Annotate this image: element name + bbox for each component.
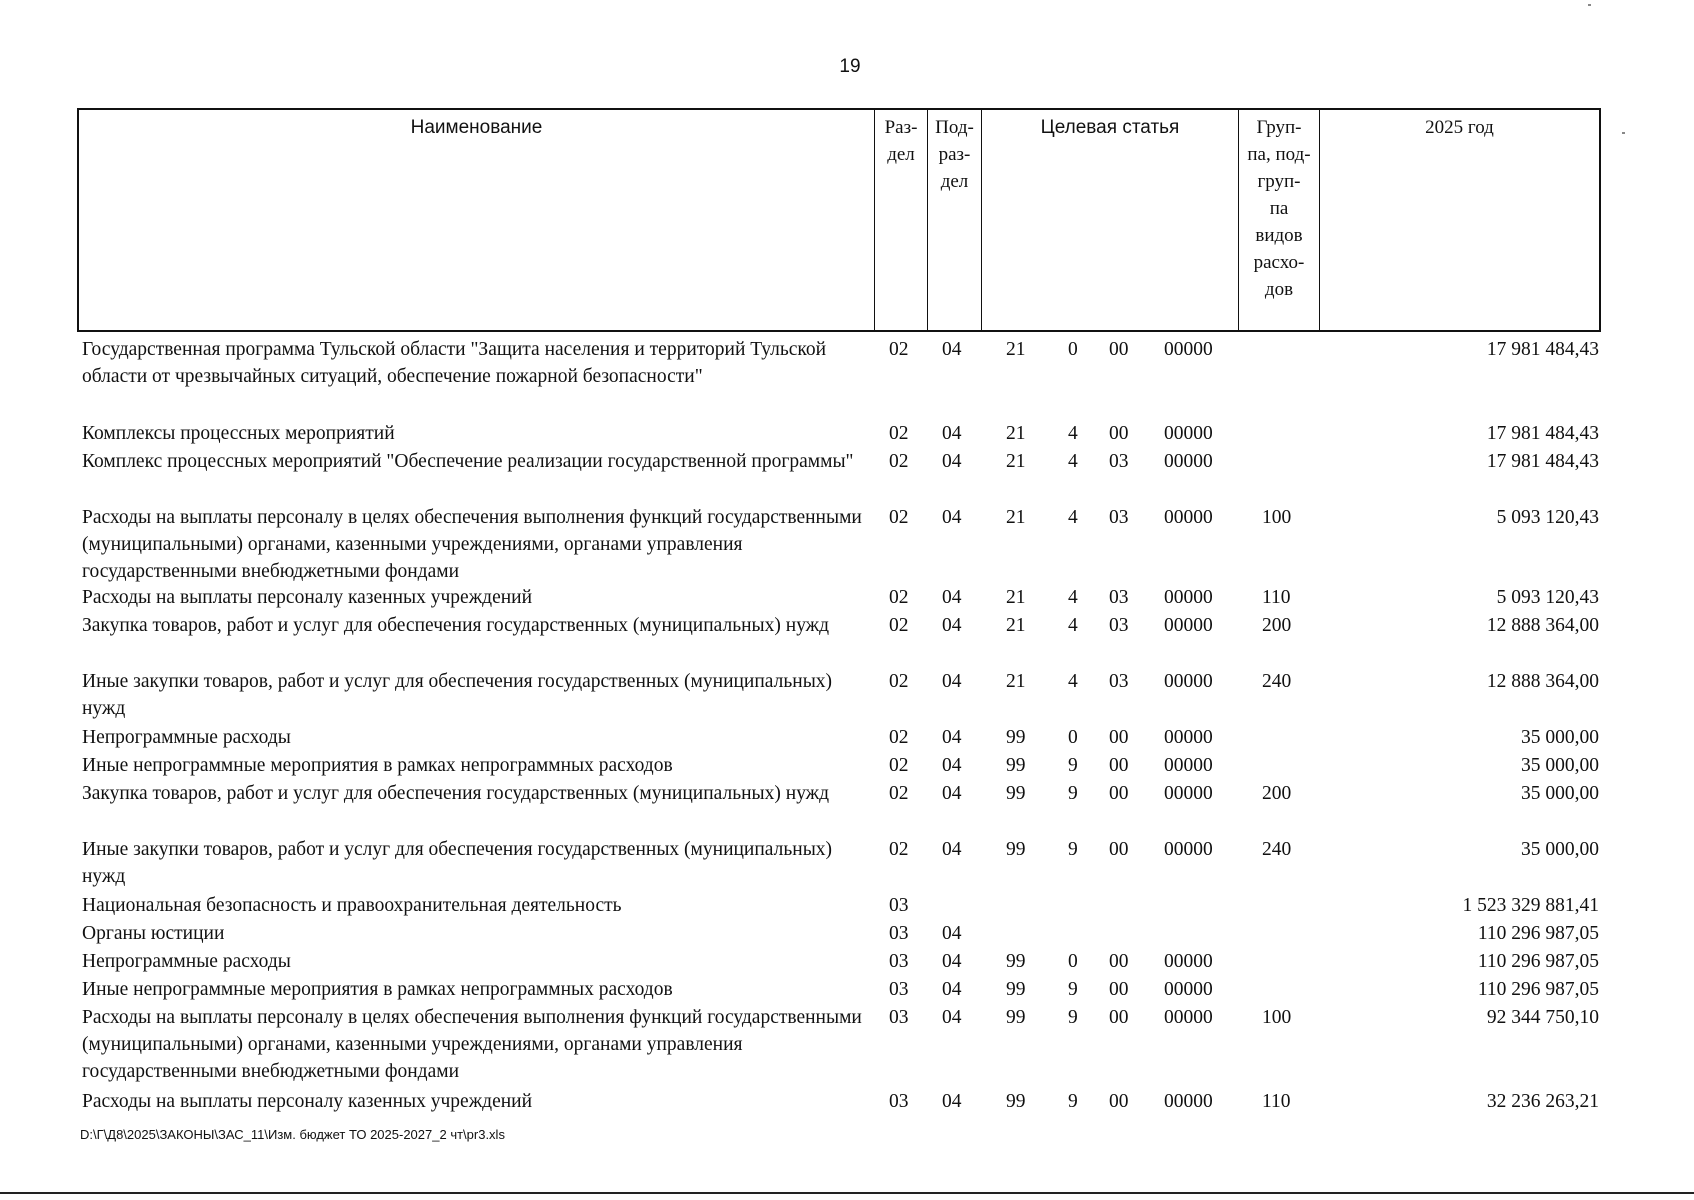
cell-target-direction: 00000: [1164, 339, 1213, 360]
cell-target-direction: 00000: [1164, 615, 1213, 636]
cell-amount: 12 888 364,00: [1486, 615, 1599, 636]
cell-name: Расходы на выплаты персоналу казенных учреждений: [82, 1091, 533, 1112]
cell-target-event: 00: [1109, 423, 1129, 444]
cell-name: Расходы на выплаты персоналу в целях обеспечения выполнения функций государственными (муниципальными) органами, казенными учреждениями, органами управления государственными внебюджетными фондами: [82, 1007, 862, 1082]
cell-group: 200: [1262, 783, 1292, 804]
cell-target-direction: 00000: [1164, 727, 1213, 748]
cell-razdel: 02: [889, 507, 909, 528]
cell-podrazdel: 04: [942, 587, 962, 608]
cell-amount: 92 344 750,10: [1486, 1007, 1599, 1028]
cell-razdel: 02: [889, 339, 909, 360]
cell-target-event: 00: [1109, 839, 1129, 860]
cell-target-event: 00: [1109, 1007, 1129, 1028]
cell-target-program: 99: [1006, 1007, 1026, 1028]
cell-target-direction: 00000: [1164, 1091, 1213, 1112]
cell-target-subprogram: 4: [1068, 507, 1078, 528]
cell-razdel: 03: [889, 979, 909, 1000]
cell-razdel: 03: [889, 951, 909, 972]
cell-group: 200: [1262, 615, 1292, 636]
cell-target-subprogram: 4: [1068, 671, 1078, 692]
cell-podrazdel: 04: [942, 951, 962, 972]
cell-name: Непрограммные расходы: [82, 951, 291, 972]
header-group: [1238, 110, 1319, 330]
cell-target-program: 99: [1006, 839, 1026, 860]
cell-group: 100: [1262, 507, 1292, 528]
cell-target-event: 00: [1109, 1091, 1129, 1112]
cell-target-program: 99: [1006, 783, 1026, 804]
header-group-line: Груп-: [1256, 117, 1302, 138]
cell-target-subprogram: 0: [1068, 339, 1078, 360]
cell-name: Непрограммные расходы: [82, 727, 291, 748]
cell-target-direction: 00000: [1164, 587, 1213, 608]
cell-razdel: 03: [889, 923, 909, 944]
cell-amount: 17 981 484,43: [1486, 451, 1599, 472]
cell-podrazdel: 04: [942, 339, 962, 360]
cell-target-program: 21: [1006, 587, 1026, 608]
cell-target-subprogram: 9: [1068, 1091, 1078, 1112]
cell-target-direction: 00000: [1164, 507, 1213, 528]
cell-razdel: 02: [889, 451, 909, 472]
cell-amount: 17 981 484,43: [1486, 339, 1599, 360]
cell-target-subprogram: 4: [1068, 587, 1078, 608]
cell-target-subprogram: 9: [1068, 783, 1078, 804]
cell-target-event: 00: [1109, 755, 1129, 776]
cell-target-program: 21: [1006, 339, 1026, 360]
page-number: 19: [839, 56, 861, 77]
header-group-line: па, под-: [1247, 144, 1311, 165]
header-razdel: [874, 110, 927, 330]
cell-razdel: 02: [889, 423, 909, 444]
cell-target-subprogram: 0: [1068, 951, 1078, 972]
cell-target-event: 03: [1109, 507, 1129, 528]
cell-name: Закупка товаров, работ и услуг для обеспечения государственных (муниципальных) нужд: [82, 783, 830, 804]
cell-podrazdel: 04: [942, 671, 962, 692]
header-razdel-line: Раз-: [884, 117, 918, 138]
cell-target-program: 21: [1006, 615, 1026, 636]
cell-name: Иные закупки товаров, работ и услуг для обеспечения государственных (муниципальных) нужд: [82, 839, 833, 887]
cell-target-program: 99: [1006, 1091, 1026, 1112]
cell-target-event: 00: [1109, 979, 1129, 1000]
cell-target-direction: 00000: [1164, 1007, 1213, 1028]
cell-razdel: 03: [889, 1091, 909, 1112]
cell-amount: 5 093 120,43: [1496, 507, 1599, 528]
cell-target-program: 21: [1006, 451, 1026, 472]
cell-target-event: 00: [1109, 339, 1129, 360]
cell-target-event: 00: [1109, 783, 1129, 804]
cell-group: 240: [1262, 839, 1292, 860]
cell-group: 100: [1262, 1007, 1292, 1028]
cell-podrazdel: 04: [942, 783, 962, 804]
cell-name: Комплексы процессных мероприятий: [82, 423, 395, 444]
cell-target-event: 03: [1109, 671, 1129, 692]
header-razdel-line: дел: [887, 144, 915, 165]
cell-razdel: 02: [889, 839, 909, 860]
cell-amount: 1 523 329 881,41: [1462, 895, 1599, 916]
cell-target-event: 03: [1109, 451, 1129, 472]
header-group-line: груп-: [1257, 171, 1301, 192]
cell-razdel: 02: [889, 615, 909, 636]
cell-name: Закупка товаров, работ и услуг для обеспечения государственных (муниципальных) нужд: [82, 615, 830, 636]
cell-target-event: 00: [1109, 951, 1129, 972]
header-name: Наименование: [410, 117, 543, 138]
cell-razdel: 02: [889, 671, 909, 692]
cell-razdel: 03: [889, 1007, 909, 1028]
cell-target-subprogram: 9: [1068, 979, 1078, 1000]
header-podrazdel-line: дел: [940, 171, 969, 192]
file-path-footer: D:\Г\Д8\2025\ЗАКОНЫ\ЗАС_11\Изм. бюджет ТО 2025-2027_2 чт\pr3.xls: [80, 1127, 505, 1142]
cell-podrazdel: 04: [942, 451, 962, 472]
cell-name: Иные непрограммные мероприятия в рамках непрограммных расходов: [82, 755, 673, 776]
cell-podrazdel: 04: [942, 1007, 962, 1028]
cell-amount: 110 296 987,05: [1477, 951, 1599, 972]
cell-target-program: 99: [1006, 951, 1026, 972]
cell-razdel: 02: [889, 727, 909, 748]
cell-target-subprogram: 9: [1068, 839, 1078, 860]
cell-name: Расходы на выплаты персоналу в целях обеспечения выполнения функций государственными (муниципальными) органами, казенными учреждениями, органами управления государственными внебюджетными фондами: [82, 507, 862, 582]
scan-mark: [1622, 132, 1625, 134]
cell-target-direction: 00000: [1164, 451, 1213, 472]
cell-name: Расходы на выплаты персоналу казенных учреждений: [82, 587, 533, 608]
cell-amount: 110 296 987,05: [1477, 923, 1599, 944]
header-podrazdel-line: раз-: [938, 144, 971, 165]
cell-razdel: 02: [889, 783, 909, 804]
cell-name: Иные непрограммные мероприятия в рамках непрограммных расходов: [82, 979, 673, 1000]
cell-name: Органы юстиции: [82, 923, 225, 944]
cell-podrazdel: 04: [942, 839, 962, 860]
cell-name: Комплекс процессных мероприятий "Обеспечение реализации государственной программы": [82, 451, 854, 472]
cell-target-program: 99: [1006, 727, 1026, 748]
cell-target-event: 00: [1109, 727, 1129, 748]
cell-target-direction: 00000: [1164, 783, 1213, 804]
cell-podrazdel: 04: [942, 923, 962, 944]
cell-target-subprogram: 9: [1068, 1007, 1078, 1028]
cell-amount: 35 000,00: [1521, 727, 1599, 748]
cell-amount: 17 981 484,43: [1486, 423, 1599, 444]
scan-mark: [1588, 4, 1591, 6]
cell-amount: 12 888 364,00: [1486, 671, 1599, 692]
header-podrazdel-line: Под-: [935, 117, 974, 138]
cell-target-direction: 00000: [1164, 755, 1213, 776]
cell-razdel: 03: [889, 895, 909, 916]
table-header: [77, 108, 1601, 332]
cell-podrazdel: 04: [942, 755, 962, 776]
header-podrazdel: [927, 110, 981, 330]
cell-target-program: 21: [1006, 671, 1026, 692]
cell-amount: 32 236 263,21: [1486, 1091, 1599, 1112]
cell-target-event: 03: [1109, 615, 1129, 636]
header-group-line: дов: [1264, 279, 1294, 300]
cell-target-subprogram: 4: [1068, 423, 1078, 444]
cell-podrazdel: 04: [942, 615, 962, 636]
cell-target-direction: 00000: [1164, 671, 1213, 692]
cell-target-event: 03: [1109, 587, 1129, 608]
cell-podrazdel: 04: [942, 727, 962, 748]
cell-target-subprogram: 0: [1068, 727, 1078, 748]
cell-target-subprogram: 9: [1068, 755, 1078, 776]
header-group-line: расхо-: [1253, 252, 1305, 273]
cell-razdel: 02: [889, 755, 909, 776]
cell-target-direction: 00000: [1164, 839, 1213, 860]
cell-amount: 35 000,00: [1521, 783, 1599, 804]
header-year: 2025 год: [1319, 110, 1599, 330]
cell-podrazdel: 04: [942, 1091, 962, 1112]
cell-target-program: 21: [1006, 507, 1026, 528]
cell-group: 110: [1262, 1091, 1291, 1112]
cell-target-direction: 00000: [1164, 979, 1213, 1000]
cell-name: Иные закупки товаров, работ и услуг для обеспечения государственных (муниципальных) нужд: [82, 671, 833, 719]
cell-group: 110: [1262, 587, 1291, 608]
cell-podrazdel: 04: [942, 507, 962, 528]
cell-podrazdel: 04: [942, 423, 962, 444]
cell-target-program: 99: [1006, 979, 1026, 1000]
cell-target-direction: 00000: [1164, 951, 1213, 972]
cell-amount: 5 093 120,43: [1496, 587, 1599, 608]
header-group-line: видов: [1255, 225, 1303, 246]
header-group-line: па: [1269, 198, 1289, 219]
cell-name: Национальная безопасность и правоохранительная деятельность: [82, 895, 622, 916]
cell-target-program: 21: [1006, 423, 1026, 444]
cell-target-subprogram: 4: [1068, 451, 1078, 472]
cell-name: Государственная программа Тульской области "Защита населения и территорий Тульской области от чрезвычайных ситуаций, обеспечение пожарной безопасности": [82, 339, 827, 387]
cell-razdel: 02: [889, 587, 909, 608]
bottom-border-line: [0, 1192, 1694, 1194]
header-target: Целевая статья: [981, 110, 1238, 330]
cell-target-program: 99: [1006, 755, 1026, 776]
cell-target-direction: 00000: [1164, 423, 1213, 444]
cell-amount: 35 000,00: [1521, 755, 1599, 776]
cell-target-subprogram: 4: [1068, 615, 1078, 636]
cell-amount: 110 296 987,05: [1477, 979, 1599, 1000]
cell-podrazdel: 04: [942, 979, 962, 1000]
cell-group: 240: [1262, 671, 1292, 692]
cell-amount: 35 000,00: [1521, 839, 1599, 860]
